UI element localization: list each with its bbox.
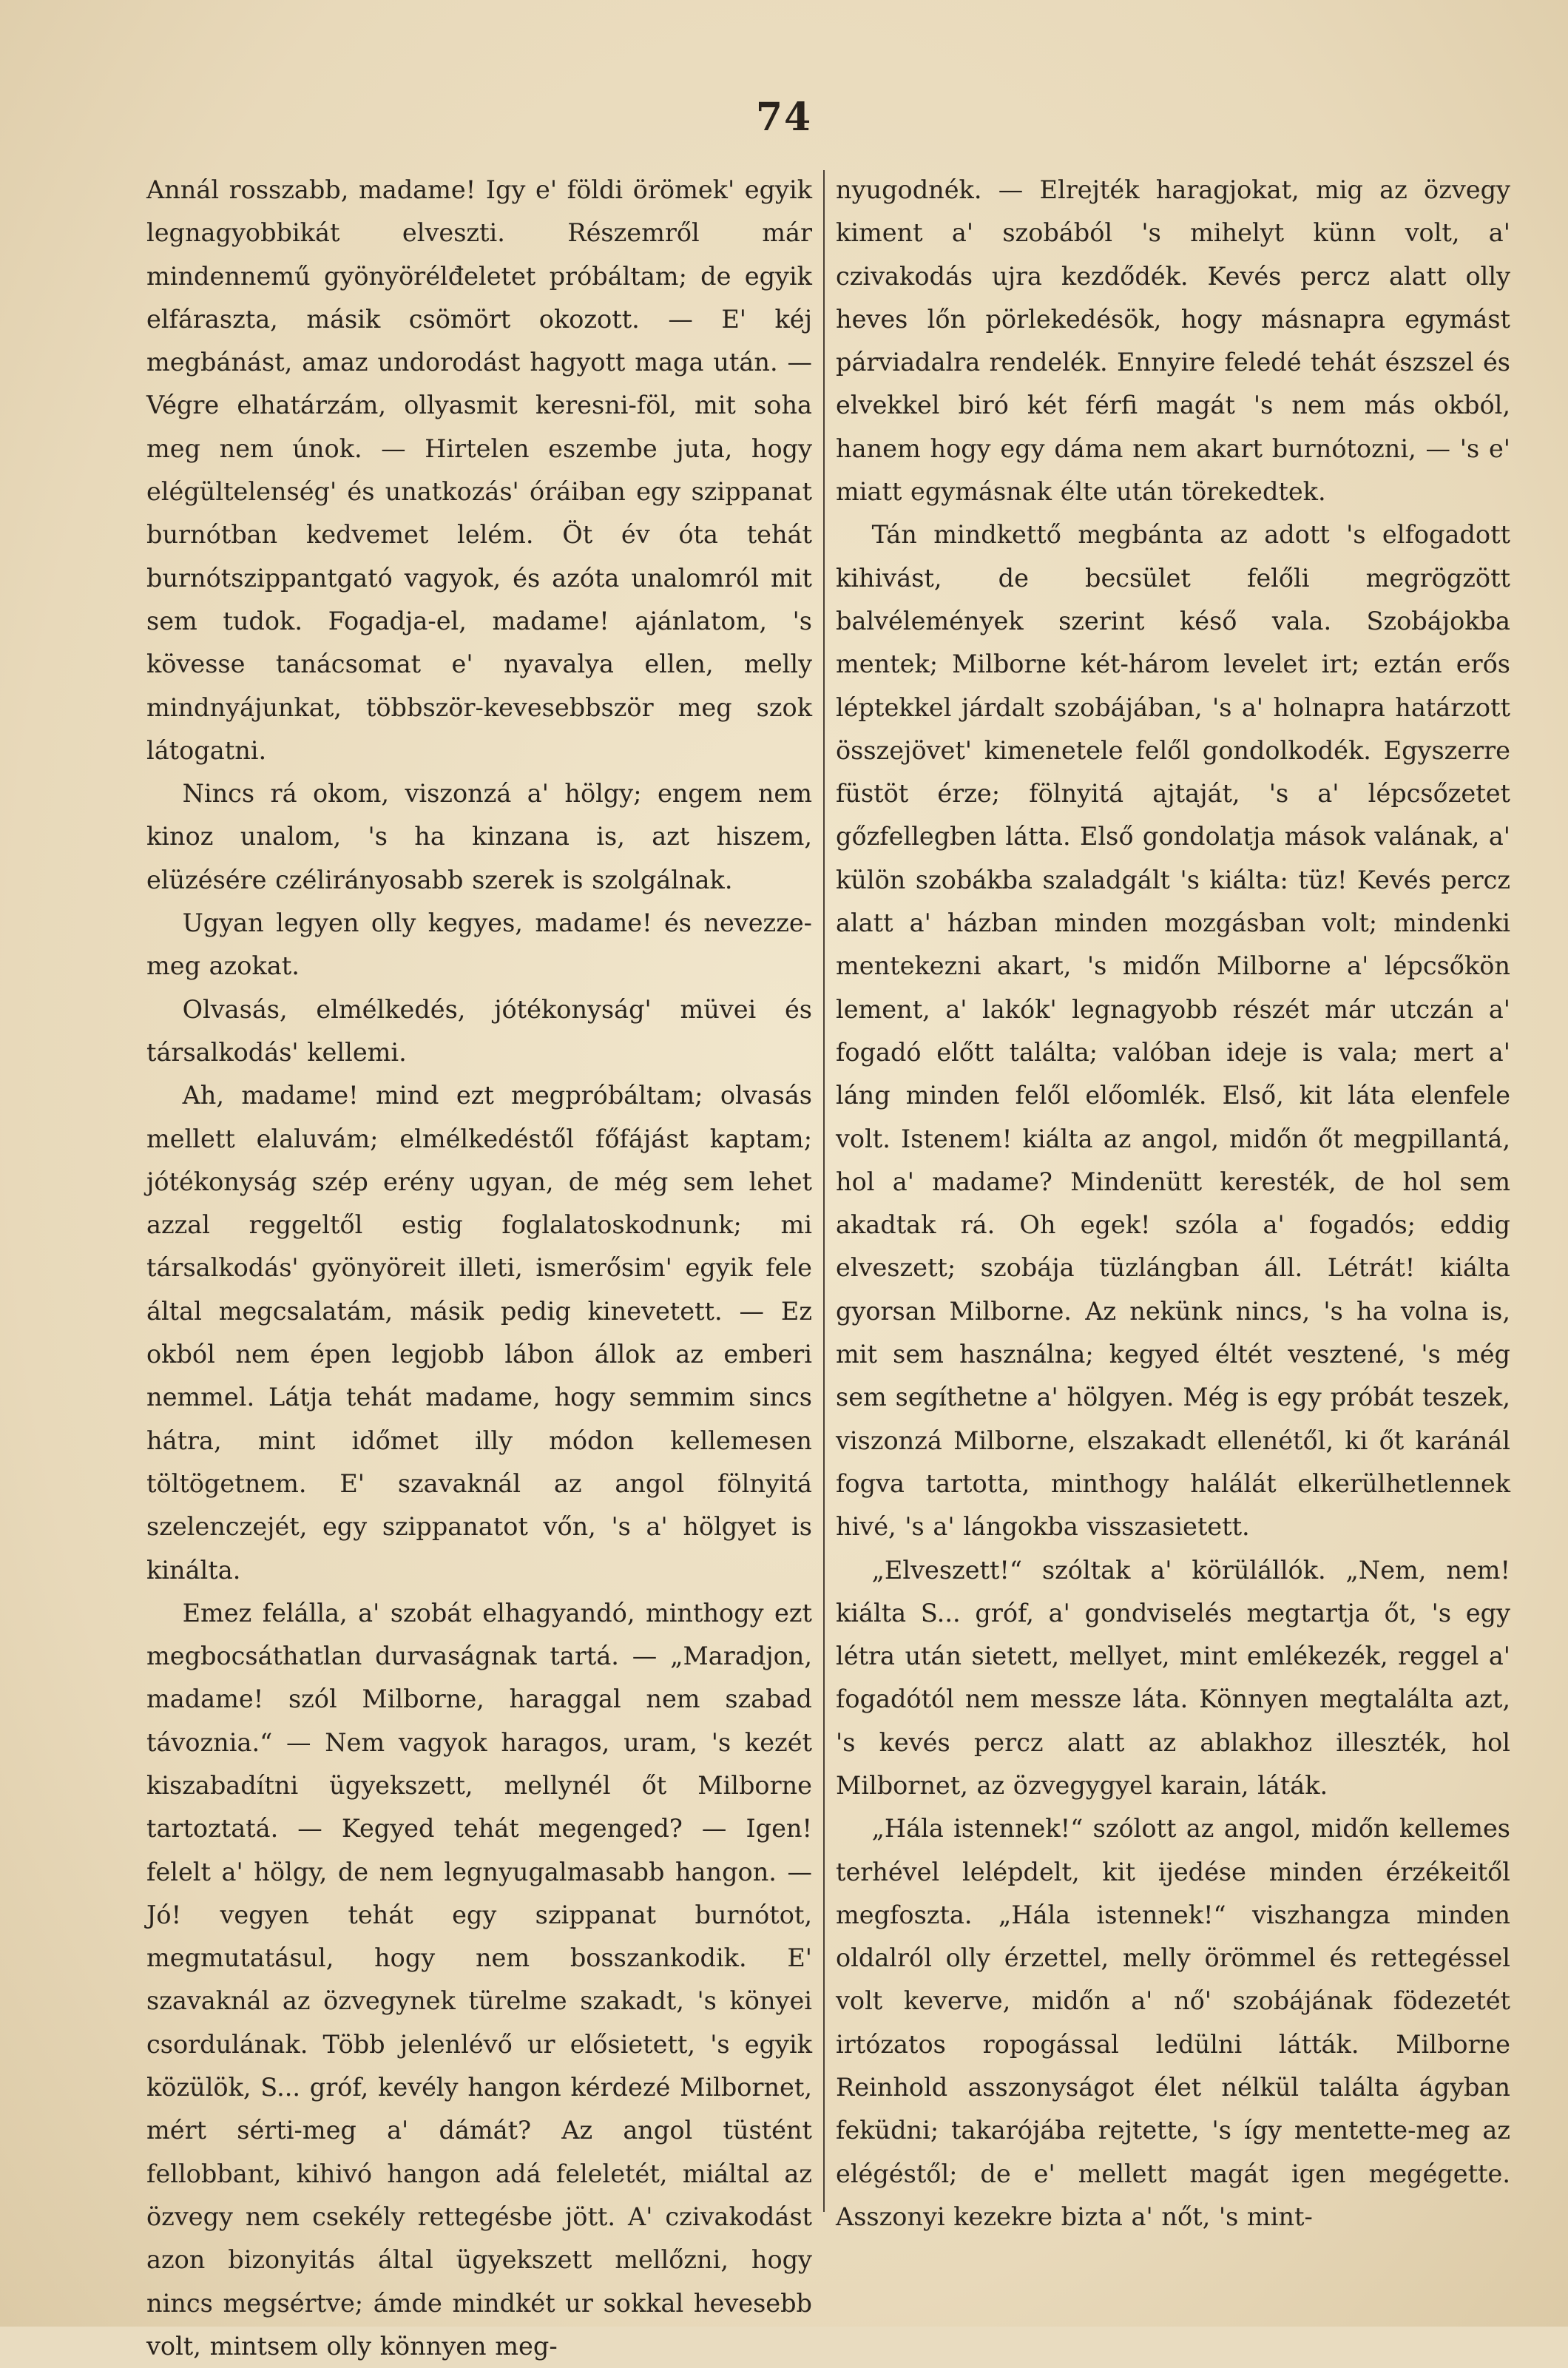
paragraph: „Elveszett!“ szóltak a' körülállók. „Nem, nem! kiálta S... gróf, a' gondviselés megtartja őt, 's egy létra után sietett, mellyet, mint emlékezék, reggel a' fogadótól nem messze láta. Könnyen megtalálta azt, 's kevés percz alatt az ablakhoz illeszték, hol Milbornet, az özvegygyel karain, láták. <box>836 1555 1510 1800</box>
paragraph: „Hála istennek!“ szólott az angol, midőn kellemes terhével lelépdelt, kit ijedése minden érzékeitől megfoszta. „Hála istennek!“ viszhangza minden oldalról olly érzettel, melly örömmel és rettegéssel volt keverve, midőn a' nő' szobájának födezetét irtózatos ropogással ledülni látták. Milborne Reinhold asszonyságot élet nélkül találta ágyban feküdni; takarójába rejtette, 's így mentette-meg az elégéstől; de e' mellett magát igen megégette. Asszonyi kezekre bizta a' nőt, 's mint- <box>836 1814 1510 2231</box>
column-divider <box>823 170 825 2212</box>
paragraph: Nincs rá okom, viszonzá a' hölgy; engem nem kinoz unalom, 's ha kinzana is, azt hiszem, elüzésére czélirányosabb szerek is szolgálnak. <box>146 779 812 894</box>
paragraph: Ah, madame! mind ezt megpróbáltam; olvasás mellett elaluvám; elmélkedéstől főfájást kaptam; jótékonyság szép erény ugyan, de még sem lehet azzal reggeltől estig foglalatoskodnunk; mi társalkodás' gyönyöreit illeti, ismerősim' egyik fele által megcsalatám, másik pedig kinevetett. — Ez okból nem épen legjobb lábon állok az emberi nemmel. Látja tehát madame, hogy semmim sincs hátra, mint időmet illy módon kellemesen töltögetnem. E' szavaknál az angol fölnyitá szelenczejét, egy szippanatot vőn, 's a' hölgyet is kinálta. <box>146 1081 812 1585</box>
paragraph: Ugyan legyen olly kegyes, madame! és nevezze-meg azokat. <box>146 908 812 981</box>
paragraph: nyugodnék. — Elrejték haragjokat, mig az özvegy kiment a' szobából 's mihelyt künn volt, a' czivakodás ujra kezdődék. Kevés percz alatt olly heves lőn pörlekedésök, hogy másnapra egymást párviadalra rendelék. Ennyire feledé tehát észszel és elvekkel biró két férfi magát 's nem más okból, hanem hogy egy dáma nem akart burnótozni, — 's e' miatt egymásnak élte után törekedtek. <box>836 175 1510 507</box>
right-column <box>836 169 1510 2239</box>
paragraph: Annál rosszabb, madame! Igy e' földi örömek' egyik legnagyobbikát elveszti. Részemről már mindennemű gyönyörélđeletet próbáltam; de egyik elfáraszta, másik csömört okozott. — E' kéj megbánást, amaz undorodást hagyott maga után. — Végre elhatárzám, ollyasmit keresni-föl, mit soha meg nem únok. — Hirtelen eszembe juta, hogy elégültelenség' és unatkozás' óráiban egy szippanat burnótban kedvemet lelém. Öt év óta tehát burnótszippantgató vagyok, és azóta unalomról mit sem tudok. Fogadja-el, madame! ajánlatom, 's kövesse tanácsomat e' nyavalya ellen, melly mindnyájunkat, többször-kevesebbször meg szok látogatni. <box>146 175 812 765</box>
paragraph: Tán mindkettő megbánta az adott 's elfogadott kihivást, de becsület felőli megrögzött balvélemények szerint késő vala. Szobájokba mentek; Milborne két-három levelet irt; eztán erős léptekkel járdalt szobájában, 's a' holnapra határzott összejövet' kimenetele felől gondolkodék. Egyszerre füstöt érze; fölnyitá ajtaját, 's a' lépcsőzetet gőzfellegben látta. Első gondolatja mások valának, a' külön szobákba szaladgált 's kiálta: tüz! Kevés percz alatt a' házban minden mozgásban volt; mindenki mentekezni akart, 's midőn Milborne a' lépcsőkön lement, a' lakók' legnagyobb részét már utczán a' fogadó előtt találta; valóban ideje is vala; mert a' láng minden felől előomlék. Első, kit láta elenfele volt. Istenem! kiálta az angol, midőn őt megpillantá, hol a' madame? Mindenütt keresték, de hol sem akadtak rá. Oh egek! szóla a' fogadós; eddig elveszett; szobája tüzlángban áll. Létrát! kiálta gyorsan Milborne. Az nekünk nincs, 's ha volna is, mit sem használna; kegyed éltét vesztené, 's még sem segíthetne a' hölgyen. Még is egy próbát teszek, viszonzá Milborne, elszakadt ellenétől, ki őt karánál fogva tartotta, minthogy halálát elkerülhetlennek hivé, 's a' lángokba visszasietett. <box>836 520 1510 1542</box>
paragraph: Emez felálla, a' szobát elhagyandó, minthogy ezt megbocsáthatlan durvaságnak tartá. — „Maradjon, madame! szól Milborne, haraggal nem szabad távoznia.“ — Nem vagyok haragos, uram, 's kezét kiszabadítni ügyekszett, mellynél őt Milborne tartoztatá. — Kegyed tehát megenged? — Igen! felelt a' hölgy, de nem legnyugalmasabb hangon. — Jó! vegyen tehát egy szippanat burnótot, megmutatásul, hogy nem bosszankodik. E' szavaknál az özvegynek türelme szakadt, 's könyei csordulának. Több jelenlévő ur elősietett, 's egyik közülök, S... gróf, kevély hangon kérdezé Milbornet, mért sérti-meg a' dámát? Az angol tüstént fellobbant, kihivó hangon adá feleletét, miáltal az özvegy nem csekély rettegésbe jött. A' czivakodást azon bizonyitás által ügyekszett mellőzni, hogy nincs megsértve; ámde mindkét ur sokkal hevesebb volt, mintsem olly könnyen meg- <box>146 1598 812 2361</box>
page-number: 74 <box>755 95 813 140</box>
left-column <box>146 169 812 2368</box>
paragraph: Olvasás, elmélkedés, jótékonyság' müvei és társalkodás' kellemi. <box>146 994 812 1067</box>
